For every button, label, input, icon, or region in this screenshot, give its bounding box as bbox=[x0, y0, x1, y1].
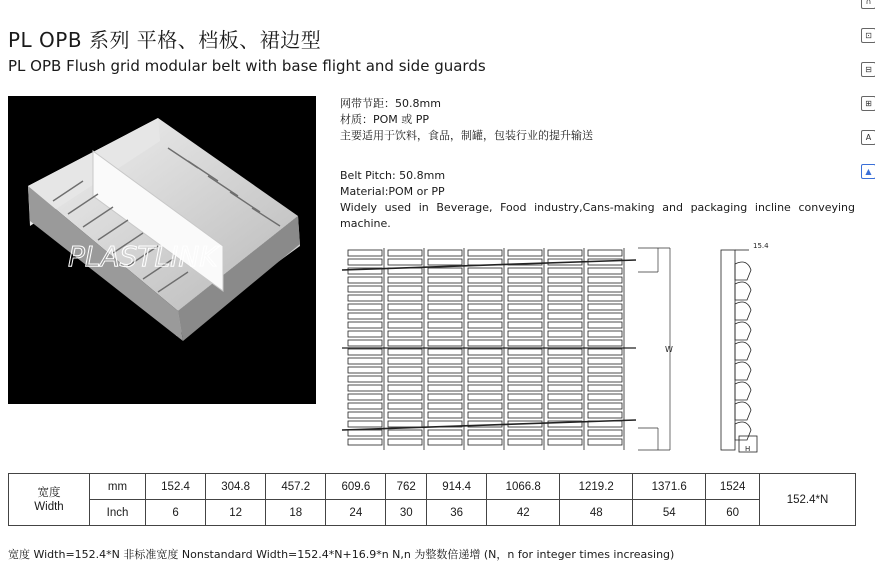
table-row bbox=[9, 500, 856, 526]
table-cell: 48 bbox=[560, 500, 633, 526]
drawing-stroke bbox=[388, 250, 422, 256]
drawing-stroke bbox=[388, 412, 422, 418]
drawing-stroke bbox=[508, 286, 542, 292]
drawing-stroke bbox=[428, 322, 462, 328]
drawing-stroke bbox=[468, 277, 502, 283]
drawing-stroke bbox=[428, 376, 462, 382]
screenshot-icon[interactable]: ⊡ bbox=[861, 28, 875, 43]
drawing-stroke bbox=[388, 313, 422, 319]
drawing-stroke bbox=[428, 340, 462, 346]
drawing-stroke bbox=[548, 349, 582, 355]
width-table bbox=[8, 473, 856, 526]
drawing-stroke bbox=[468, 367, 502, 373]
drawing-stroke bbox=[588, 385, 622, 391]
spec-cn bbox=[340, 96, 593, 144]
translate-icon[interactable]: A bbox=[861, 130, 875, 145]
drawing-stroke bbox=[468, 403, 502, 409]
drawing-stroke bbox=[388, 367, 422, 373]
drawing-stroke bbox=[348, 331, 382, 337]
drawing-stroke bbox=[588, 313, 622, 319]
drawing-stroke bbox=[548, 313, 582, 319]
drawing-stroke bbox=[588, 277, 622, 283]
drawing-stroke bbox=[548, 277, 582, 283]
drawing-stroke bbox=[588, 367, 622, 373]
drawing-stroke bbox=[508, 367, 542, 373]
drawing-stroke bbox=[428, 304, 462, 310]
drawing-stroke bbox=[348, 259, 382, 265]
row-label-en: Width bbox=[34, 500, 64, 513]
drawing-stroke bbox=[508, 322, 542, 328]
extract-icon[interactable]: ⊞ bbox=[861, 96, 875, 111]
spec-pitch-cn: 网带节距：50.8mm bbox=[340, 97, 441, 110]
belt-top-view-drawing bbox=[340, 240, 685, 458]
drawing-stroke bbox=[468, 412, 502, 418]
print-icon[interactable]: ⊟ bbox=[861, 62, 875, 77]
drawing-stroke bbox=[468, 268, 502, 274]
drawing-stroke bbox=[735, 382, 751, 400]
spec-usage-cn: 主要适用于饮料，食品，制罐，包装行业的提升输送 bbox=[340, 129, 593, 142]
drawing-stroke bbox=[468, 250, 502, 256]
drawing-stroke bbox=[735, 282, 751, 300]
drawing-stroke bbox=[508, 430, 542, 436]
drawing-stroke bbox=[548, 331, 582, 337]
table-cell: 18 bbox=[266, 500, 326, 526]
drawing-stroke bbox=[468, 349, 502, 355]
drawing-stroke bbox=[468, 295, 502, 301]
table-cell: 152.4 bbox=[146, 474, 206, 500]
spec-en bbox=[340, 168, 855, 232]
drawing-stroke bbox=[548, 322, 582, 328]
drawing-stroke bbox=[388, 403, 422, 409]
drawing-stroke bbox=[548, 385, 582, 391]
drawing-stroke bbox=[548, 340, 582, 346]
drawing-stroke bbox=[588, 340, 622, 346]
drawing-stroke bbox=[388, 295, 422, 301]
table-cell: 1524 bbox=[706, 474, 760, 500]
drawing-stroke bbox=[468, 358, 502, 364]
drawing-stroke bbox=[588, 304, 622, 310]
drawing-stroke bbox=[428, 268, 462, 274]
page-title-en: PL OPB Flush grid modular belt with base flight and side guards bbox=[8, 57, 486, 75]
drawing-stroke bbox=[388, 421, 422, 427]
drawing-stroke bbox=[388, 304, 422, 310]
drawing-stroke bbox=[428, 385, 462, 391]
drawing-stroke bbox=[348, 322, 382, 328]
drawing-stroke bbox=[508, 394, 542, 400]
unit-inch: Inch bbox=[90, 500, 146, 526]
drawing-stroke bbox=[588, 250, 622, 256]
drawing-stroke bbox=[588, 412, 622, 418]
drawing-stroke bbox=[348, 250, 382, 256]
page-title-cn: PL OPB 系列 平格、档板、裙边型 bbox=[8, 28, 322, 52]
drawing-stroke bbox=[468, 313, 502, 319]
drawing-stroke bbox=[428, 403, 462, 409]
drawing-stroke bbox=[508, 358, 542, 364]
spec-usage-en: Widely used in Beverage, Food industry,Cans-making and packaging incline conveying machine. bbox=[340, 201, 855, 230]
drawing-stroke bbox=[735, 262, 751, 280]
drawing-stroke bbox=[588, 331, 622, 337]
drawing-stroke bbox=[468, 340, 502, 346]
drawing-stroke bbox=[548, 295, 582, 301]
drawing-stroke bbox=[588, 295, 622, 301]
ai-icon[interactable]: ▲ bbox=[861, 164, 875, 179]
drawing-stroke bbox=[428, 412, 462, 418]
drawing-stroke bbox=[428, 367, 462, 373]
drawing-stroke bbox=[548, 439, 582, 445]
drawing-stroke bbox=[548, 376, 582, 382]
drawing-stroke bbox=[468, 286, 502, 292]
drawing-stroke bbox=[735, 362, 751, 380]
drawing-stroke bbox=[348, 340, 382, 346]
table-cell: 12 bbox=[206, 500, 266, 526]
drawing-stroke bbox=[508, 313, 542, 319]
dim-w-label: W bbox=[665, 345, 673, 354]
drawing-stroke bbox=[508, 376, 542, 382]
drawing-stroke bbox=[388, 430, 422, 436]
drawing-stroke bbox=[348, 385, 382, 391]
spec-material-cn: 材质：POM 或 PP bbox=[340, 113, 430, 126]
drawing-stroke bbox=[428, 259, 462, 265]
drawing-stroke bbox=[548, 358, 582, 364]
table-cell: 24 bbox=[326, 500, 386, 526]
table-cell: 304.8 bbox=[206, 474, 266, 500]
product-photo bbox=[8, 96, 316, 404]
drawing-stroke bbox=[588, 349, 622, 355]
drawing-stroke bbox=[388, 439, 422, 445]
table-cell: 54 bbox=[633, 500, 706, 526]
drawing-stroke bbox=[428, 286, 462, 292]
drawing-stroke bbox=[548, 430, 582, 436]
drawing-stroke bbox=[348, 394, 382, 400]
drawing-stroke bbox=[348, 439, 382, 445]
drawing-stroke bbox=[348, 313, 382, 319]
drawing-stroke bbox=[388, 322, 422, 328]
drawing-stroke bbox=[468, 331, 502, 337]
drawing-stroke bbox=[342, 420, 636, 430]
drawing-stroke bbox=[588, 358, 622, 364]
belt-side-view-drawing bbox=[715, 240, 775, 458]
drawing-stroke bbox=[388, 331, 422, 337]
drawing-stroke bbox=[548, 268, 582, 274]
drawing-stroke bbox=[388, 340, 422, 346]
table-cell: 6 bbox=[146, 500, 206, 526]
drawing-stroke bbox=[508, 340, 542, 346]
belt-photo-illustration bbox=[8, 96, 316, 404]
table-cell: 914.4 bbox=[427, 474, 487, 500]
drawing-stroke bbox=[508, 412, 542, 418]
drawing-stroke bbox=[388, 394, 422, 400]
drawing-stroke bbox=[508, 295, 542, 301]
note-icon[interactable]: ∩ bbox=[861, 0, 875, 9]
drawing-stroke bbox=[468, 439, 502, 445]
drawing-stroke bbox=[348, 286, 382, 292]
table-cell: 60 bbox=[706, 500, 760, 526]
side-toolbar bbox=[861, 0, 875, 179]
drawing-stroke bbox=[348, 412, 382, 418]
table-cell: 30 bbox=[386, 500, 427, 526]
drawing-stroke bbox=[508, 385, 542, 391]
table-cell: 457.2 bbox=[266, 474, 326, 500]
drawing-stroke bbox=[468, 376, 502, 382]
drawing-stroke bbox=[428, 430, 462, 436]
drawing-stroke bbox=[468, 322, 502, 328]
drawing-stroke bbox=[548, 304, 582, 310]
drawing-stroke bbox=[508, 250, 542, 256]
drawing-stroke bbox=[468, 430, 502, 436]
drawing-stroke bbox=[735, 402, 751, 420]
drawing-stroke bbox=[348, 403, 382, 409]
drawing-stroke bbox=[348, 277, 382, 283]
table-cell: 42 bbox=[487, 500, 560, 526]
drawing-stroke bbox=[428, 358, 462, 364]
drawing-stroke bbox=[388, 349, 422, 355]
drawing-stroke bbox=[348, 430, 382, 436]
drawing-stroke bbox=[428, 277, 462, 283]
drawing-stroke bbox=[468, 304, 502, 310]
table-cell: 1219.2 bbox=[560, 474, 633, 500]
drawing-stroke bbox=[588, 403, 622, 409]
drawing-stroke bbox=[588, 394, 622, 400]
width-footnote: 宽度 Width=152.4*N 非标准宽度 Nonstandard Width=152.4*N+16.9*n N,n 为整数倍递增 (N，n for integer times increasing) bbox=[8, 548, 675, 561]
drawing-stroke bbox=[735, 342, 751, 360]
drawing-stroke bbox=[348, 421, 382, 427]
drawing-stroke bbox=[735, 422, 751, 440]
drawing-stroke bbox=[588, 322, 622, 328]
drawing-stroke bbox=[428, 250, 462, 256]
drawing-stroke bbox=[348, 358, 382, 364]
drawing-stroke bbox=[548, 250, 582, 256]
table-cell: 762 bbox=[386, 474, 427, 500]
drawing-stroke bbox=[735, 322, 751, 340]
spec-material-en: Material:POM or PP bbox=[340, 185, 445, 198]
drawing-stroke bbox=[428, 439, 462, 445]
drawing-stroke bbox=[388, 358, 422, 364]
drawing-stroke bbox=[508, 304, 542, 310]
spec-pitch-en: Belt Pitch: 50.8mm bbox=[340, 169, 446, 182]
drawing-stroke bbox=[348, 349, 382, 355]
drawing-stroke bbox=[388, 277, 422, 283]
drawing-stroke bbox=[428, 394, 462, 400]
drawing-stroke bbox=[588, 268, 622, 274]
drawing-stroke bbox=[468, 394, 502, 400]
drawing-stroke bbox=[428, 331, 462, 337]
formula-cell: 152.4*N bbox=[760, 474, 856, 526]
watermark-text: PLASTLINK bbox=[68, 240, 218, 273]
drawing-stroke bbox=[348, 295, 382, 301]
dim-side-label: 15.4 bbox=[753, 242, 769, 250]
drawing-stroke bbox=[388, 259, 422, 265]
drawing-stroke bbox=[508, 331, 542, 337]
drawing-stroke bbox=[548, 367, 582, 373]
drawing-stroke bbox=[388, 286, 422, 292]
drawing-stroke bbox=[588, 376, 622, 382]
drawing-stroke bbox=[548, 412, 582, 418]
unit-mm: mm bbox=[90, 474, 146, 500]
drawing-stroke bbox=[428, 295, 462, 301]
table-row bbox=[9, 474, 856, 500]
dim-h-label: H bbox=[745, 445, 751, 453]
row-label-cn: 宽度 bbox=[37, 486, 61, 499]
drawing-stroke bbox=[508, 439, 542, 445]
drawing-stroke bbox=[588, 430, 622, 436]
drawing-stroke bbox=[388, 376, 422, 382]
drawing-stroke bbox=[388, 385, 422, 391]
table-cell: 36 bbox=[427, 500, 487, 526]
table-cell: 1066.8 bbox=[487, 474, 560, 500]
drawing-stroke bbox=[548, 286, 582, 292]
drawing-stroke bbox=[508, 268, 542, 274]
drawing-stroke bbox=[348, 304, 382, 310]
drawing-stroke bbox=[548, 394, 582, 400]
drawing-stroke bbox=[428, 349, 462, 355]
table-cell: 609.6 bbox=[326, 474, 386, 500]
drawing-stroke bbox=[548, 403, 582, 409]
drawing-stroke bbox=[348, 367, 382, 373]
drawing-stroke bbox=[348, 376, 382, 382]
drawing-stroke bbox=[508, 277, 542, 283]
row-label bbox=[9, 474, 90, 526]
drawing-stroke bbox=[508, 403, 542, 409]
drawing-stroke bbox=[468, 385, 502, 391]
drawing-stroke bbox=[588, 286, 622, 292]
drawing-stroke bbox=[428, 313, 462, 319]
drawing-stroke bbox=[721, 250, 735, 450]
table-cell: 1371.6 bbox=[633, 474, 706, 500]
drawing-stroke bbox=[508, 349, 542, 355]
drawing-stroke bbox=[588, 439, 622, 445]
drawing-stroke bbox=[735, 302, 751, 320]
